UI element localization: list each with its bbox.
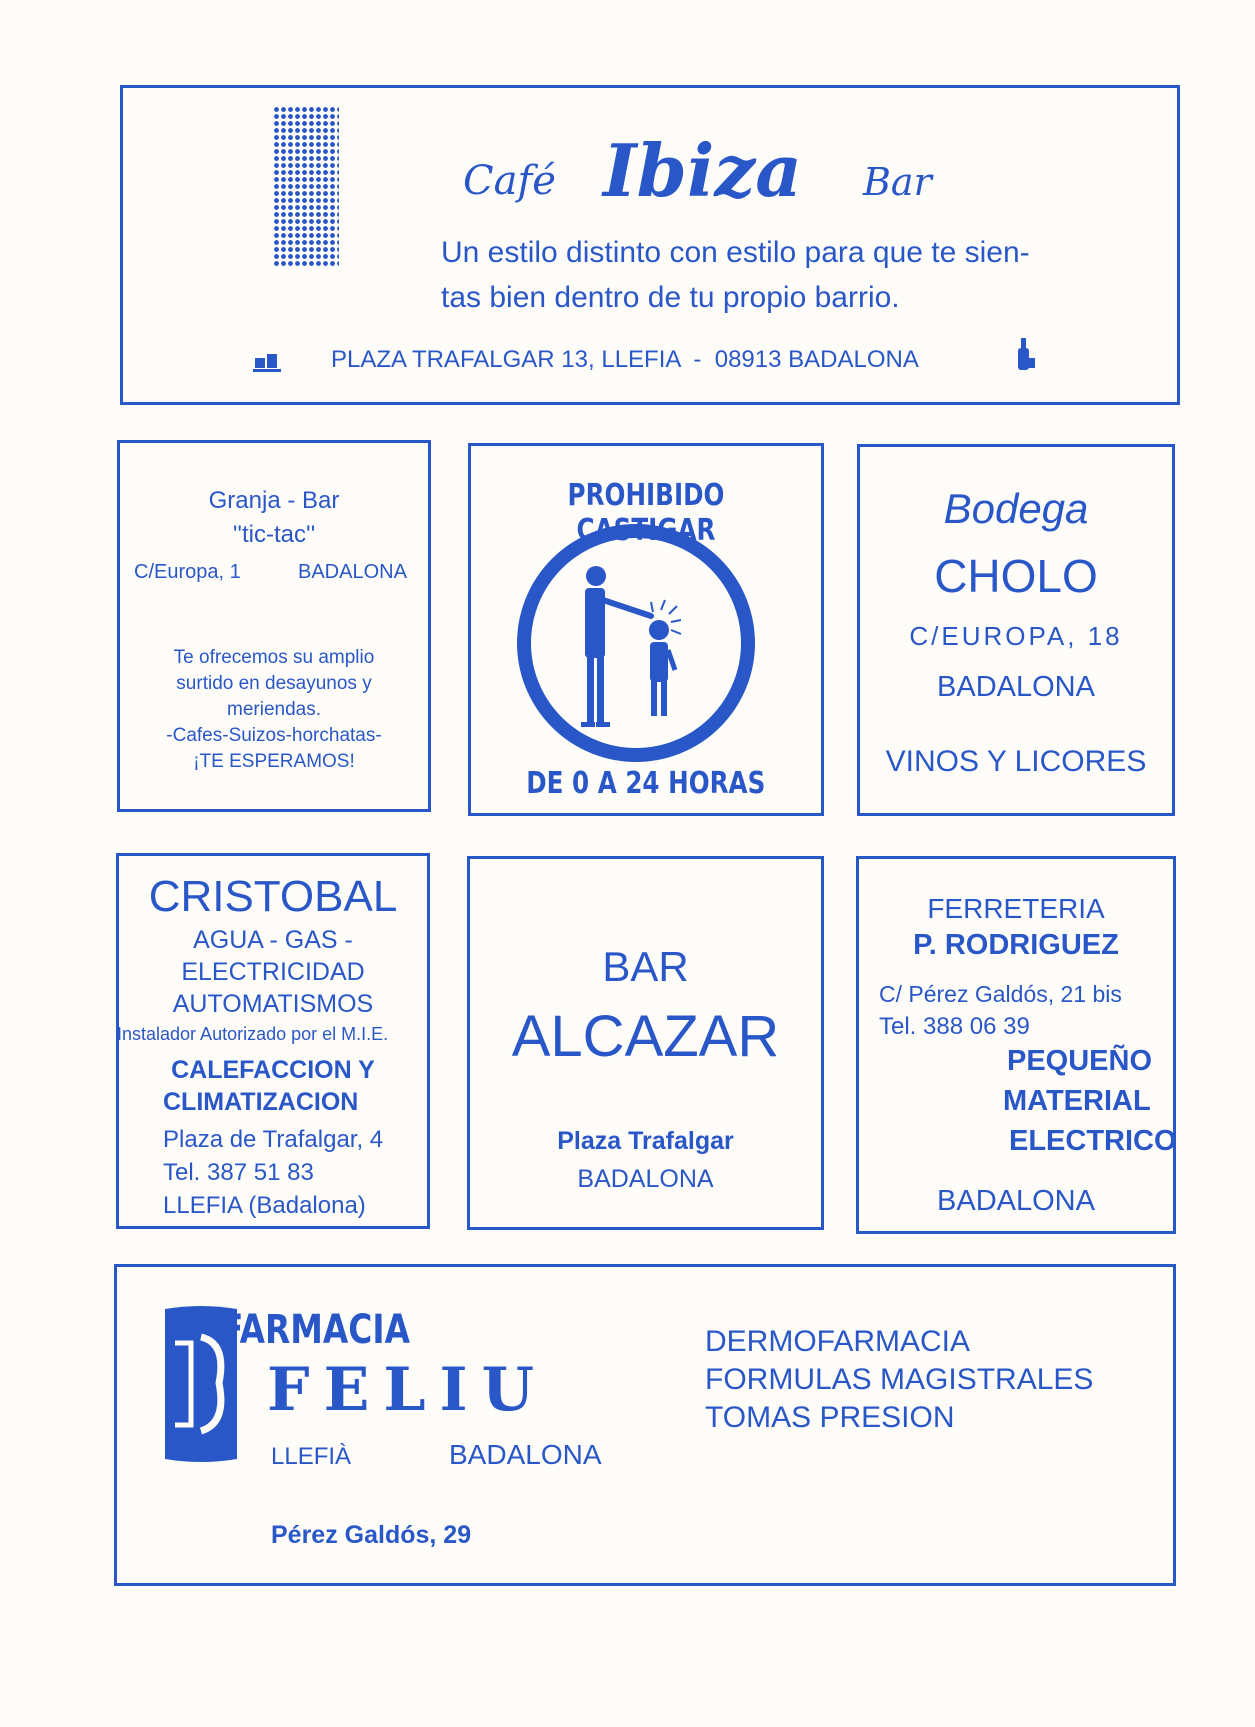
tictac-desc4: -Cafes-Suizos-horchatas-: [166, 725, 382, 746]
ferreteria-l8: BADALONA: [937, 1185, 1095, 1217]
cristobal-l8: Tel. 387 51 83: [163, 1159, 314, 1186]
farmacia-city: BADALONA: [449, 1439, 602, 1470]
cristobal-l5: CALEFACCION Y: [171, 1056, 375, 1084]
bar-word: Bar: [863, 160, 932, 204]
tictac-desc3: meriendas.: [227, 699, 321, 720]
tictac-desc2: surtido en desayunos y: [176, 673, 372, 694]
ad-cristobal: [116, 853, 430, 1229]
ad-farmacia-feliu: [114, 1264, 1176, 1586]
coffee-cups-icon: [253, 348, 281, 377]
tictac-city: BADALONA: [298, 561, 407, 583]
farmacia-town: LLEFIÀ: [271, 1443, 352, 1470]
ad-prohibido-castigar: [468, 443, 824, 816]
cristobal-l9: LLEFIA (Badalona): [163, 1192, 366, 1219]
ad-bar-alcazar: [467, 856, 824, 1230]
ibiza-address: PLAZA TRAFALGAR 13, LLEFIA - 08913 BADALONA: [331, 346, 919, 373]
cristobal-l1: AGUA - GAS -: [193, 926, 353, 954]
bodega-line3: C/EUROPA, 18: [909, 621, 1123, 651]
bottle-glass-icon: [1013, 338, 1037, 377]
no-punishment-sign-icon: [511, 518, 761, 773]
tictac-street: C/Europa, 1: [134, 561, 241, 583]
dot-pattern-icon: [273, 106, 339, 266]
farmacia-label: FARMACIA: [221, 1307, 410, 1353]
tictac-line2: ''tic-tac'': [232, 521, 316, 548]
tictac-line1: Granja - Bar: [208, 487, 340, 514]
cristobal-l3: AUTOMATISMOS: [172, 990, 374, 1018]
ad-cafe-ibiza: [120, 85, 1180, 405]
ferreteria-l3: C/ Pérez Galdós, 21 bis: [879, 981, 1122, 1007]
alcazar-l4: BADALONA: [577, 1165, 714, 1193]
ferreteria-l1: FERRETERIA: [927, 893, 1105, 924]
ferreteria-l7: ELECTRICO: [1009, 1125, 1177, 1157]
cristobal-name: CRISTOBAL: [148, 872, 398, 921]
farmacia-service2: FORMULAS MAGISTRALES: [705, 1363, 1094, 1396]
bodega-line5: VINOS Y LICORES: [885, 745, 1147, 778]
ferreteria-l2: P. RODRIGUEZ: [913, 929, 1119, 961]
prohibido-top-text: PROHIBIDO CASTIGAR: [567, 478, 725, 548]
ferreteria-l4: Tel. 388 06 39: [879, 1013, 1030, 1040]
alcazar-l3: Plaza Trafalgar: [557, 1127, 734, 1155]
cristobal-l2: ELECTRICIDAD: [181, 958, 365, 986]
bodega-line4: BADALONA: [937, 671, 1095, 703]
cristobal-l4: Instalador Autorizado por el M.I.E.: [117, 1024, 389, 1044]
prohibido-bottom-text: DE 0 A 24 HORAS: [526, 766, 766, 801]
alcazar-l1: BAR: [602, 943, 689, 990]
farmacia-address: Pérez Galdós, 29: [271, 1521, 472, 1549]
ibiza-slogan-line2: tas bien dentro de tu propio barrio.: [441, 281, 900, 314]
alcazar-l2: ALCAZAR: [511, 1004, 780, 1069]
cristobal-l7: Plaza de Trafalgar, 4: [163, 1126, 384, 1153]
ferreteria-l5: PEQUEÑO: [1007, 1045, 1153, 1077]
tictac-desc1: Te ofrecemos su amplio: [173, 647, 375, 668]
bodega-line2: CHOLO: [934, 550, 1098, 602]
bodega-line1: Bodega: [943, 485, 1089, 532]
ad-ferreteria: [856, 856, 1176, 1234]
ibiza-word: Ibiza: [603, 128, 802, 213]
tictac-desc5: ¡TE ESPERAMOS!: [193, 751, 355, 772]
farmacia-service3: TOMAS PRESION: [705, 1401, 955, 1434]
cafe-word: Café: [463, 158, 556, 204]
cristobal-l6: CLIMATIZACION: [163, 1088, 359, 1116]
cafe-ibiza-title: [463, 128, 1063, 218]
farmacia-service1: DERMOFARMACIA: [705, 1325, 971, 1358]
farmacia-name: FELIU: [267, 1355, 548, 1425]
ad-bodega-cholo: [857, 444, 1175, 816]
ibiza-slogan-line1: Un estilo distinto con estilo para que te sien-: [441, 236, 1030, 269]
ad-tictac: [117, 440, 431, 812]
ferreteria-l6: MATERIAL: [1003, 1085, 1151, 1117]
